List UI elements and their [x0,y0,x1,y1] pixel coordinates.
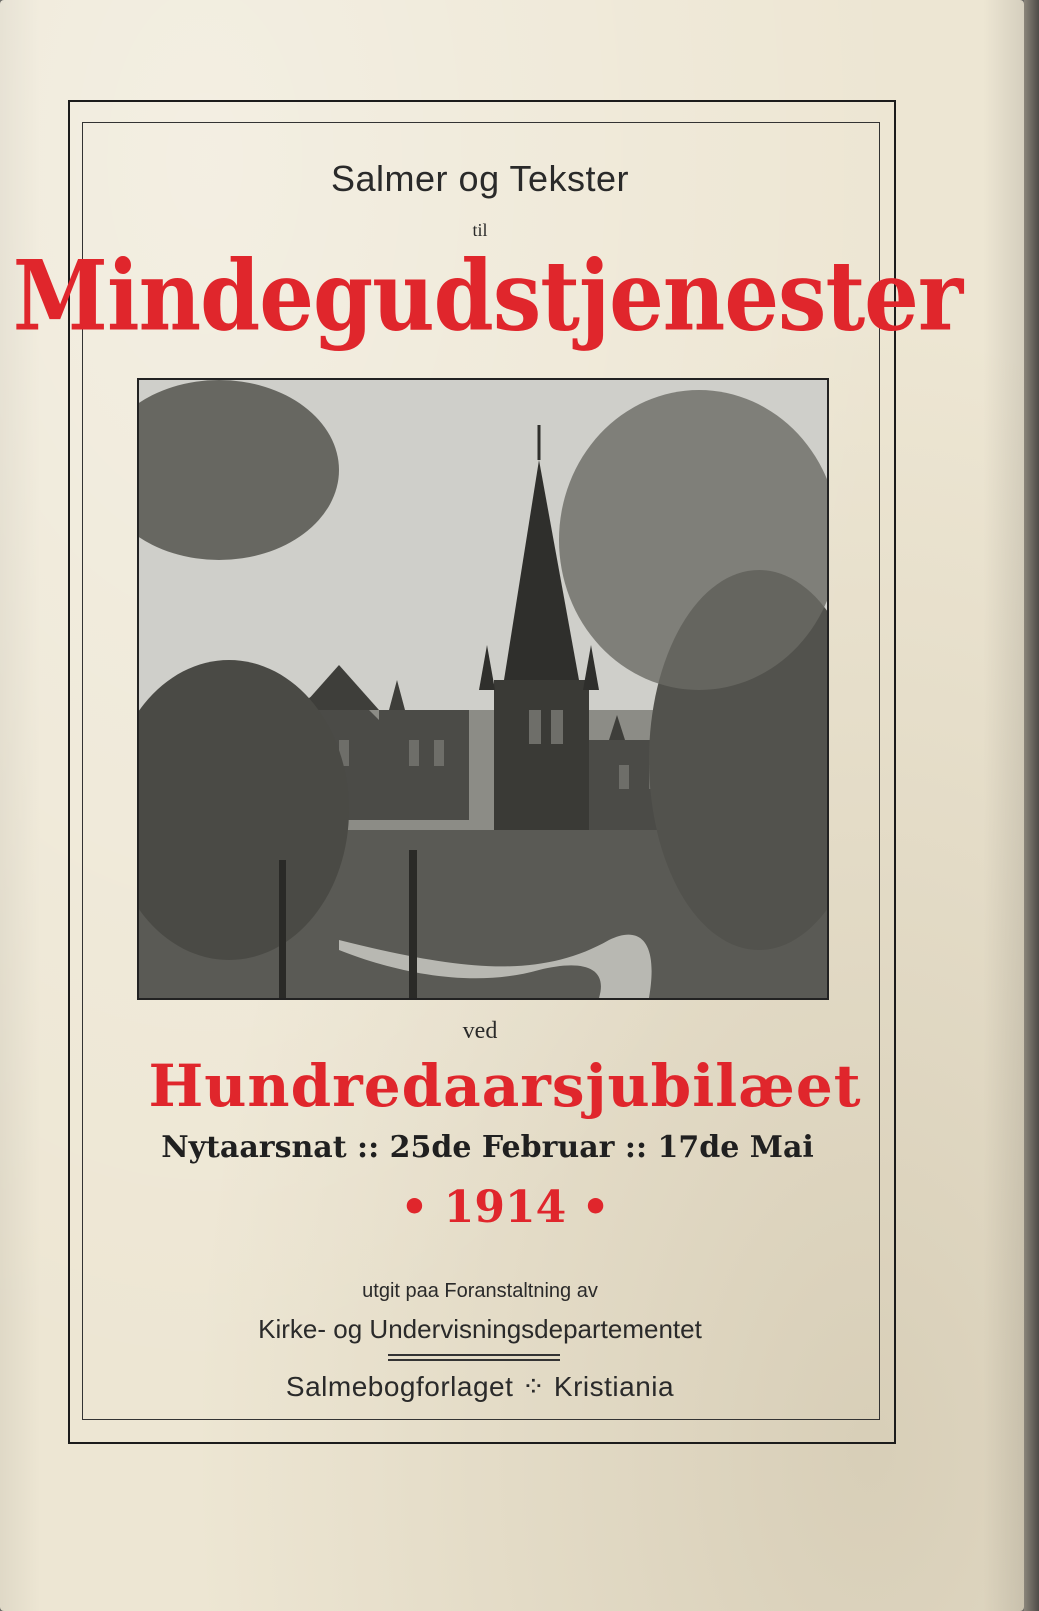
cover-anniversary-title: Hundredaarsjubilæet [148,1052,862,1120]
cover-publisher: Salmebogforlaget ⁘ Kristiania [285,1371,675,1402]
cover-subtitle: Salmer og Tekster [331,158,629,199]
cover-year: • 1914 • [400,1182,610,1233]
divider-bottom [388,1359,560,1361]
cover-published-by: utgit paa Foranstaltning av [362,1280,598,1302]
cover-title: Mindegudstjenester [12,240,963,354]
divider-top [388,1354,560,1356]
cover-til: til [472,220,488,240]
cathedral-illustration [139,380,827,998]
cover-department: Kirke- og Undervisningsdepartementet [258,1314,702,1344]
cover-ved: ved [462,1018,498,1044]
cover-dates: Nytaarsnat :: 25de Februar :: 17de Mai [161,1130,814,1165]
booklet-spine [1024,0,1039,1611]
cathedral-photo [137,378,829,1000]
